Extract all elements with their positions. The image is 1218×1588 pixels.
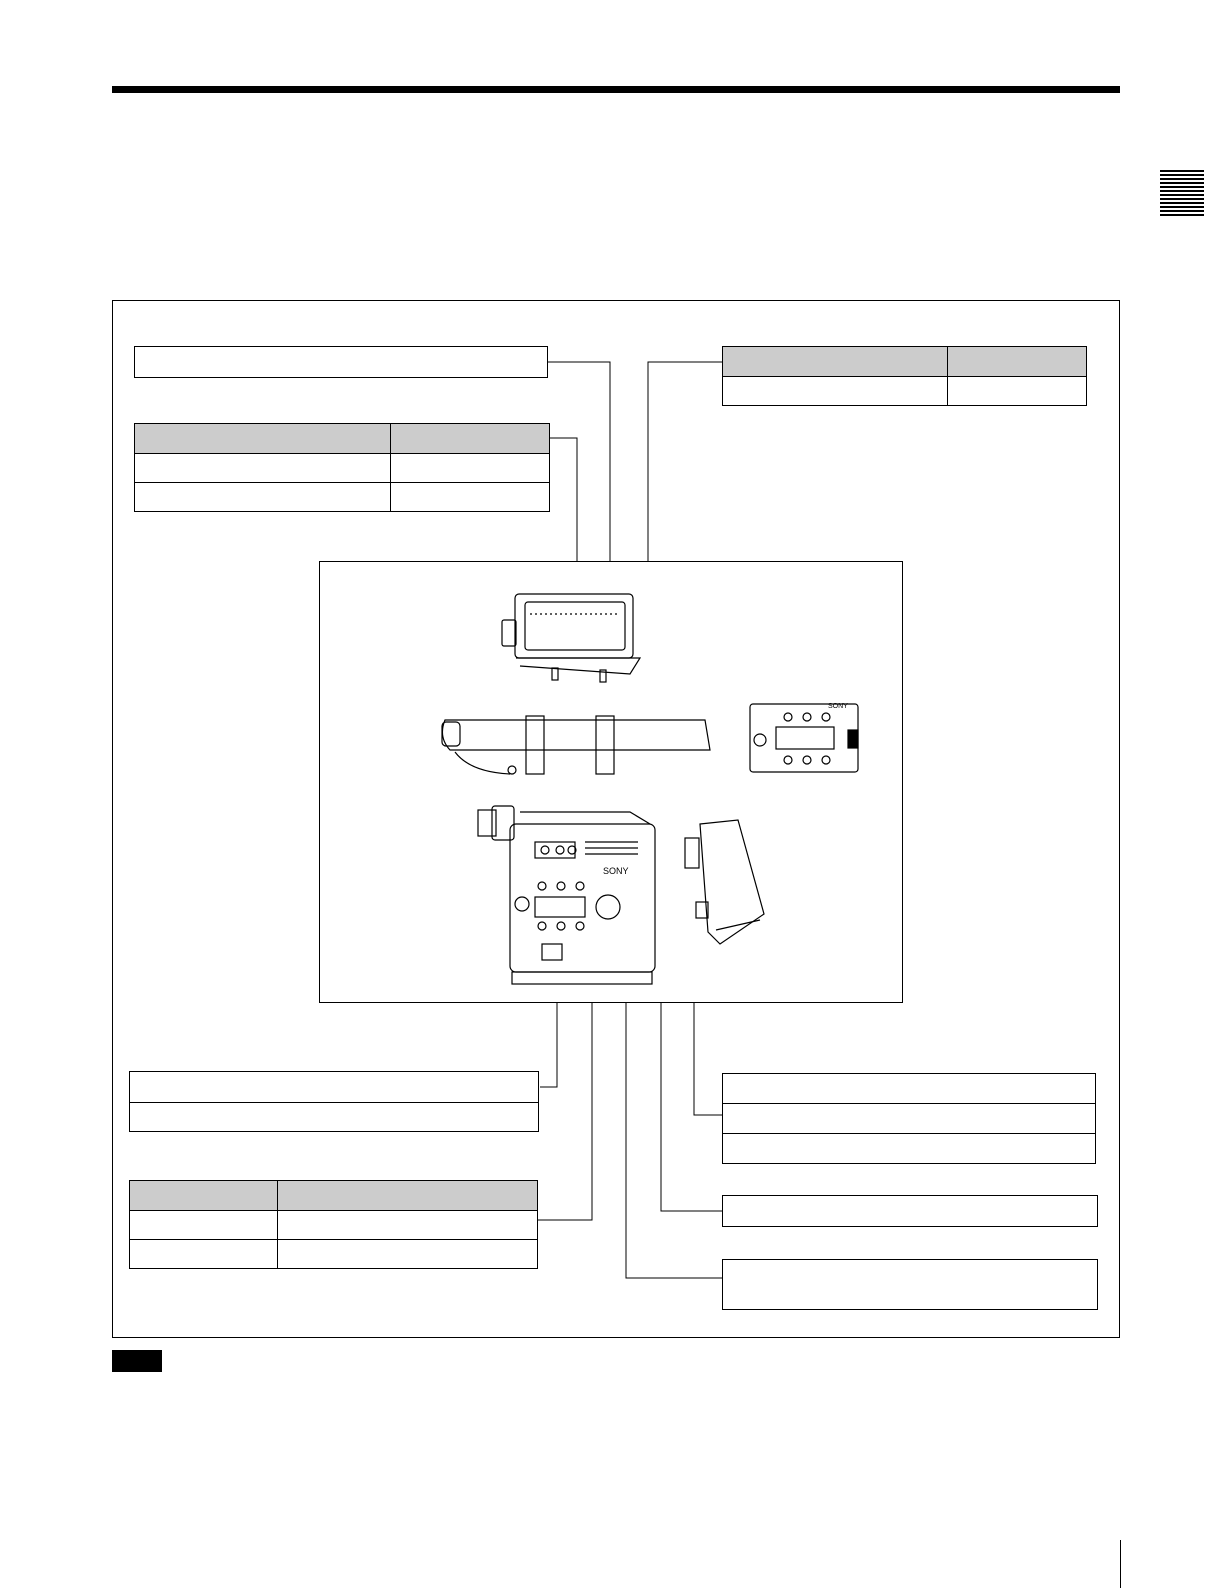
table-top-right: [722, 346, 1087, 406]
table-bottom-right-single: [722, 1195, 1098, 1227]
camera-logo: SONY: [603, 866, 629, 876]
control-panel-icon: [750, 703, 858, 772]
table-accessory-single: [134, 346, 548, 378]
table-bottom-left: [129, 1180, 538, 1269]
page-number-rule: [1120, 1540, 1121, 1588]
battery-adaptor-icon: [685, 820, 764, 944]
panel-logo: SONY: [828, 703, 848, 710]
camera-body-icon: [478, 806, 655, 984]
equipment-illustration: [320, 562, 902, 1002]
note-label: [112, 1350, 162, 1372]
viewfinder-icon: [502, 594, 640, 682]
table-bottom-right-rows: [722, 1073, 1096, 1164]
table-bottom-right-tall: [722, 1259, 1098, 1310]
table-top-left: [134, 423, 550, 512]
equipment-illustration-box: [319, 561, 903, 1003]
table-bottom-left-rows: [129, 1071, 539, 1132]
shoulder-rail-icon: [442, 716, 710, 774]
